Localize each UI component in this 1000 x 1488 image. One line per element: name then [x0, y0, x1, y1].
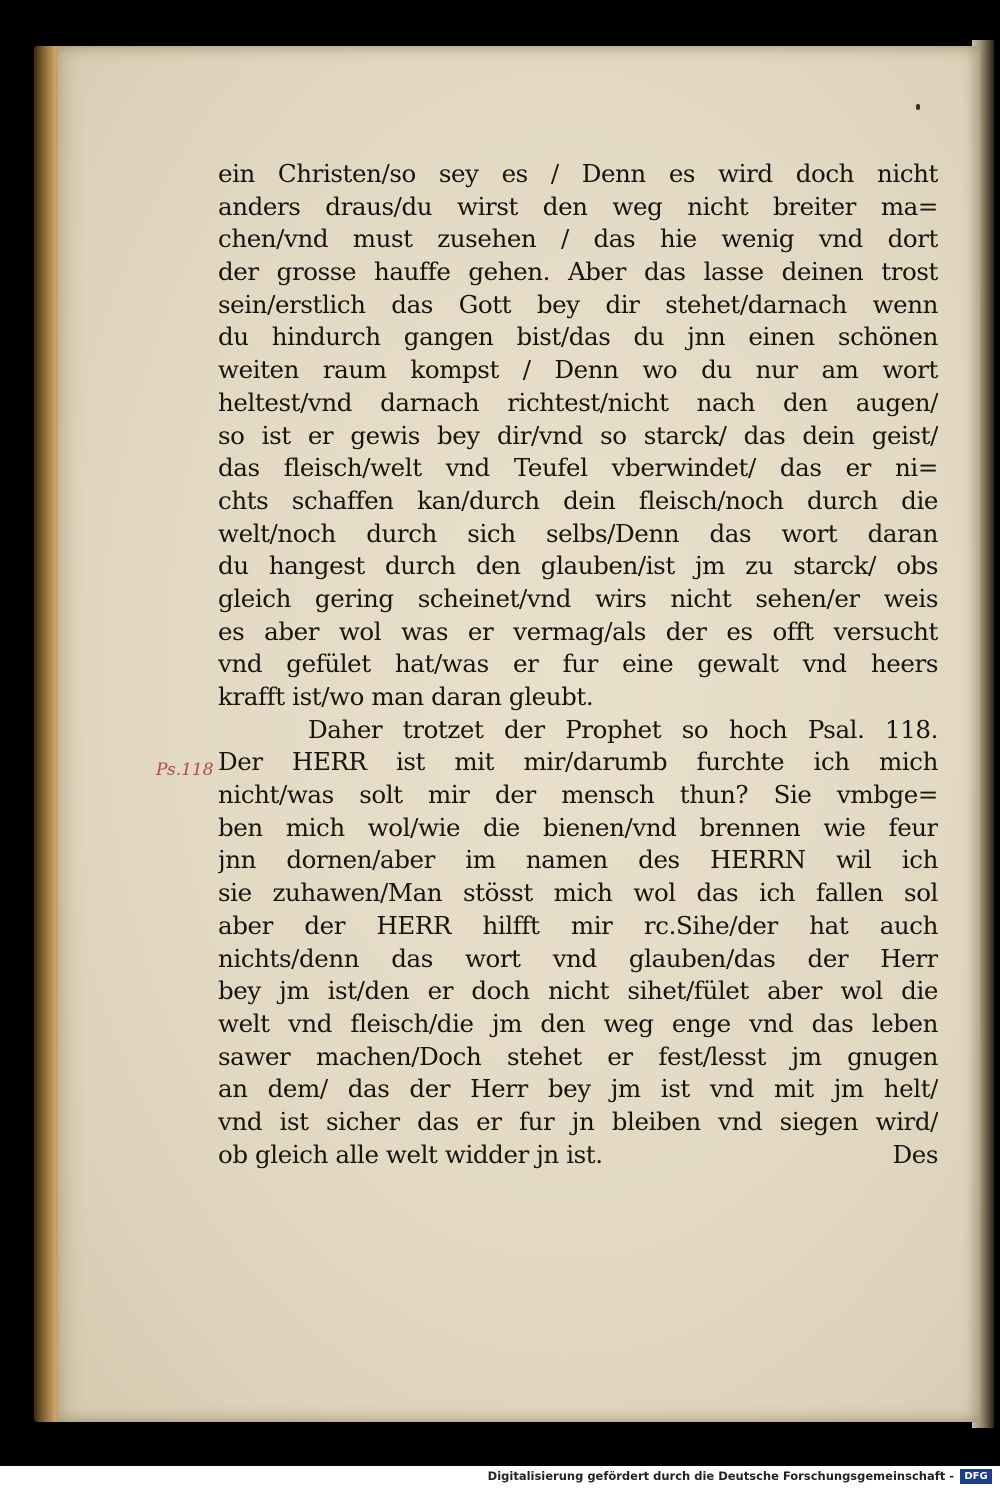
- text-line: welt vnd fleisch/die jm den weg enge vnd das leben: [218, 1008, 938, 1038]
- folio-mark: [916, 104, 920, 110]
- text-line: aber der HERR hilfft mir rc.Sihe/der hat auch: [218, 910, 938, 940]
- text-line: nicht/was solt mir der mensch thun? Sie vmbge=: [218, 780, 938, 810]
- final-line: [218, 1139, 938, 1172]
- text-line: sie zuhawen/Man stösst mich wol das ich fallen sol: [218, 878, 938, 908]
- text-block: [218, 158, 938, 1171]
- final-line-text: ob gleich alle welt widder jn ist.: [218, 1139, 603, 1169]
- catchword: Des: [892, 1139, 938, 1169]
- text-line: ben mich wol/wie die bienen/vnd brennen wie feur: [218, 812, 938, 842]
- dfg-logo: DFG: [960, 1469, 992, 1484]
- dfg-credit: Digitalisierung gefördert durch die Deutsche Forschungsgemeinschaft -: [487, 1469, 954, 1483]
- text-line: chen/vnd must zusehen / das hie wenig vnd dort: [218, 224, 938, 254]
- text-line: anders draus/du wirst den weg nicht breiter ma=: [218, 191, 938, 221]
- text-line: Der HERR ist mit mir/darumb furchte ich mich: [218, 747, 938, 777]
- text-line: das fleisch/welt vnd Teufel vberwindet/ das er ni=: [218, 453, 938, 483]
- footer-bar: [0, 1466, 1000, 1488]
- text-line: ein Christen/so sey es / Denn es wird doch nicht: [218, 159, 938, 188]
- text-line: sawer machen/Doch stehet er fest/lesst jm gnugen: [218, 1041, 938, 1071]
- text-line: nichts/denn das wort vnd glauben/das der Herr: [218, 943, 938, 973]
- text-line: weiten raum kompst / Denn wo du nur am wort: [218, 355, 938, 385]
- text-line: Daher trotzet der Prophet so hoch Psal. 118.: [308, 714, 938, 744]
- text-line: es aber wol was er vermag/als der es offt versucht: [218, 616, 938, 646]
- text-line: chts schaffen kan/durch dein fleisch/noch durch die: [218, 485, 938, 515]
- text-line: welt/noch durch sich selbs/Denn das wort daran: [218, 518, 938, 548]
- text-line: du hindurch gangen bist/das du jnn einen schönen: [218, 322, 938, 352]
- text-line: an dem/ das der Herr bey jm ist vnd mit jm helt/: [218, 1074, 938, 1104]
- text-line: gleich gering scheinet/vnd wirs nicht sehen/er weis: [218, 583, 938, 613]
- text-line: der grosse hauffe gehen. Aber das lasse deinen trost: [218, 257, 938, 287]
- text-line: du hangest durch den glauben/ist jm zu starck/ obs: [218, 551, 938, 581]
- margin-note: Ps.118: [156, 760, 214, 780]
- text-line: jnn dornen/aber im namen des HERRN wil ich: [218, 845, 938, 875]
- text-line: bey jm ist/den er doch nicht sihet/fület aber wol die: [218, 976, 938, 1006]
- text-line: krafft ist/wo man daran gleubt.: [218, 682, 594, 711]
- text-line: sein/erstlich das Gott bey dir stehet/darnach wenn: [218, 289, 938, 319]
- text-line: so ist er gewis bey dir/vnd so starck/ das dein geist/: [218, 420, 938, 450]
- text-line: vnd ist sicher das er fur jn bleiben vnd siegen wird/: [218, 1106, 938, 1136]
- text-line: heltest/vnd darnach richtest/nicht nach den augen/: [218, 387, 938, 417]
- text-line: vnd gefület hat/was er fur eine gewalt vnd heers: [218, 649, 938, 679]
